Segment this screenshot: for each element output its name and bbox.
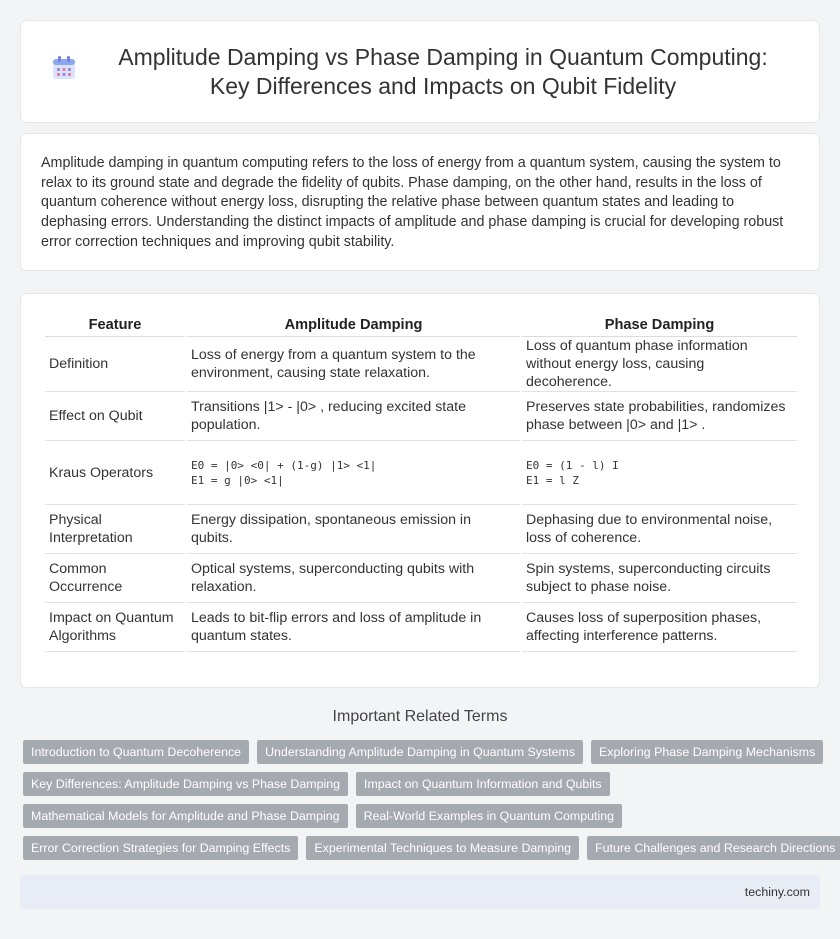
related-tag[interactable]: Exploring Phase Damping Mechanisms [591, 740, 823, 764]
header-feature: Feature [45, 312, 185, 337]
cell-amplitude: Leads to bit-flip errors and loss of amplitude in quantum states. [187, 603, 520, 652]
table-row [45, 554, 797, 603]
cell-amplitude-kraus: E0 = |0> <0| + (1-g) |1> <1| E1 = g |0> <1| [187, 441, 520, 505]
comparison-card [20, 293, 820, 688]
intro-card [20, 133, 820, 271]
cell-phase-kraus: E0 = (1 - l) I E1 = l Z [522, 441, 797, 505]
cell-feature: Definition [45, 337, 185, 392]
table-row [45, 337, 797, 392]
tag-row [23, 836, 836, 860]
related-tag[interactable]: Error Correction Strategies for Damping Effects [23, 836, 298, 860]
related-terms-heading: Important Related Terms [332, 708, 508, 725]
tag-row [23, 740, 823, 764]
cell-amplitude: Transitions |1> - |0> , reducing excited state population. [187, 392, 520, 441]
related-tag[interactable]: Impact on Quantum Information and Qubits [356, 772, 610, 796]
cell-amplitude: Optical systems, superconducting qubits with relaxation. [187, 554, 520, 603]
cell-feature: Kraus Operators [45, 441, 185, 505]
header-amplitude: Amplitude Damping [187, 312, 520, 337]
page-title: Amplitude Damping vs Phase Damping in Quantum Computing: Key Differences and Impacts on Qubit Fidelity [118, 43, 768, 99]
related-tag[interactable]: Key Differences: Amplitude Damping vs Phase Damping [23, 772, 348, 796]
related-terms-tags [23, 740, 836, 868]
cell-feature: Effect on Qubit [45, 392, 185, 441]
related-tag[interactable]: Mathematical Models for Amplitude and Phase Damping [23, 804, 348, 828]
title-wrap [51, 43, 789, 101]
tag-row [23, 804, 823, 828]
cell-phase: Preserves state probabilities, randomizes phase between |0> and |1> . [522, 392, 797, 441]
table-header-row [45, 312, 797, 337]
cell-phase: Spin systems, superconducting circuits subject to phase noise. [522, 554, 797, 603]
intro-paragraph: Amplitude damping in quantum computing refers to the loss of energy from a quantum system, causing the system to relax to its ground state and degrade the fidelity of qubits. Phase damping, on the other hand, results in the loss of quantum coherence without energy loss, disrupting the relative phase between quantum states and leading to dephasing errors. Understanding the distinct impacts of amplitude and phase damping is crucial for developing robust error correction techniques and improving qubit stability. [41, 155, 784, 250]
cell-phase: Causes loss of superposition phases, affecting interference patterns. [522, 603, 797, 652]
cell-feature: Common Occurrence [45, 554, 185, 603]
related-tag[interactable]: Experimental Techniques to Measure Damping [306, 836, 579, 860]
footer [20, 875, 820, 909]
cell-amplitude: Energy dissipation, spontaneous emission in qubits. [187, 505, 520, 554]
cell-phase: Dephasing due to environmental noise, loss of coherence. [522, 505, 797, 554]
header-phase: Phase Damping [522, 312, 797, 337]
cell-feature: Impact on Quantum Algorithms [45, 603, 185, 652]
cell-amplitude: Loss of energy from a quantum system to the environment, causing state relaxation. [187, 337, 520, 392]
related-tag[interactable]: Real-World Examples in Quantum Computing [356, 804, 622, 828]
table-row [45, 441, 797, 505]
related-tag[interactable]: Introduction to Quantum Decoherence [23, 740, 249, 764]
calendar-icon [51, 55, 77, 81]
cell-feature: Physical Interpretation [45, 505, 185, 554]
table-row [45, 505, 797, 554]
comparison-table [43, 312, 799, 652]
table-row [45, 392, 797, 441]
related-tag[interactable]: Future Challenges and Research Directions [587, 836, 840, 860]
table-row [45, 603, 797, 652]
tag-row [23, 772, 823, 796]
footer-brand-link[interactable]: techiny.com [744, 885, 810, 899]
related-tag[interactable]: Understanding Amplitude Damping in Quantum Systems [257, 740, 583, 764]
cell-phase: Loss of quantum phase information without energy loss, causing decoherence. [522, 337, 797, 392]
title-card [20, 20, 820, 123]
